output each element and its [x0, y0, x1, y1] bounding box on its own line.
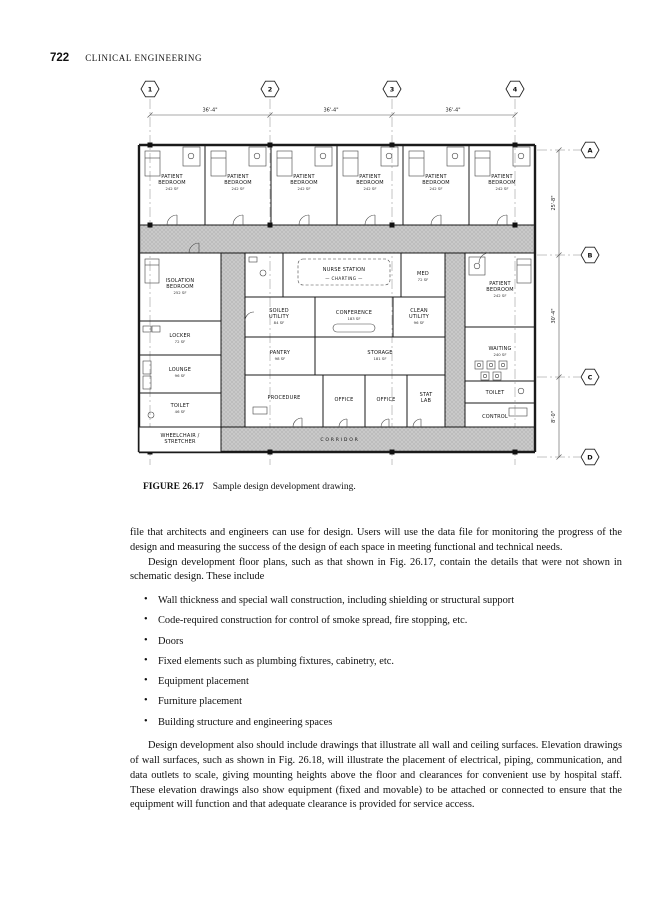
- room-area: 242 SF: [165, 186, 179, 191]
- room-area: 242 SF: [297, 186, 311, 191]
- dim-label: 36'-4": [202, 107, 218, 114]
- room-label: BEDROOM: [290, 180, 318, 186]
- room-label: PATIENT: [227, 174, 249, 180]
- room-area: 252 SF: [173, 290, 187, 295]
- room-label: OFFICE: [334, 397, 354, 403]
- figure-label: FIGURE 26.17: [143, 482, 204, 492]
- pantry: [270, 350, 291, 361]
- page-number: 722: [50, 52, 70, 64]
- room-label: PATIENT: [359, 174, 381, 180]
- storage: [367, 350, 392, 361]
- grid-bubble-label: 1: [147, 85, 153, 94]
- patient-bedroom-right: [469, 253, 531, 298]
- room-area: 183 SF: [347, 316, 361, 321]
- running-head: CLINICAL ENGINEERING: [85, 53, 203, 63]
- grid-bubble-label: D: [587, 453, 593, 462]
- paragraph-3: Design development also should include drawings that illustrate all wall and ceiling surfaces. Elevation drawings of wall surfaces, such as shown in Fig. 26.18, will illustrate the placement of electrical, piping, communication, and data outlets to scale, giving mounting heights above the floor and clearances for convenient use by hospital staff. These elevation drawings also show equipment (fixed and movable) to be attached or connected to ensure that the equipment will function and that adequate clearance is provided for service access.: [130, 740, 622, 811]
- room-label: STRETCHER: [164, 439, 196, 445]
- room-label: PATIENT: [491, 174, 513, 180]
- bullet-item: • Doors: [130, 635, 622, 650]
- paragraph-2: Design development floor plans, such as that shown in Fig. 26.17, contain the details that were not shown in schematic design. These include: [130, 556, 622, 583]
- patient-bedroom: [145, 147, 200, 225]
- room-label: TOILET: [485, 390, 505, 396]
- patient-bedroom: [475, 147, 530, 225]
- body-text: [130, 526, 622, 813]
- bullet-item: • Building structure and engineering spaces: [130, 716, 622, 731]
- room-label: STORAGE: [367, 350, 393, 356]
- room-label: TOILET: [170, 403, 190, 409]
- med-room: [417, 271, 429, 282]
- building-walls: [139, 143, 535, 455]
- room-area: 46 SF: [174, 409, 186, 414]
- room-label: BEDROOM: [158, 180, 186, 186]
- room-label: BEDROOM: [486, 287, 514, 293]
- dim-label: 8'-0": [551, 411, 557, 423]
- toilet-room-right: [485, 388, 524, 396]
- office-room-1: [334, 397, 353, 427]
- dim-label: 30'-4": [551, 308, 557, 324]
- room-label: — CHARTING —: [325, 276, 363, 281]
- room-label: BEDROOM: [356, 180, 384, 186]
- waiting-room: [475, 346, 512, 380]
- room-label: MED: [417, 271, 429, 277]
- grid-bubble-label: 4: [512, 85, 518, 94]
- room-label: CONTROL: [482, 414, 508, 420]
- patient-bedroom: [343, 147, 398, 225]
- room-label: WHEELCHAIR /: [160, 433, 200, 439]
- bullet-item: • Wall thickness and special wall construction, including shielding or structural support: [130, 594, 622, 609]
- conference-room: [245, 310, 375, 332]
- figure-caption-text: Sample design development drawing.: [212, 482, 356, 492]
- dimension-right: [551, 148, 562, 460]
- procedure-room: [253, 395, 302, 427]
- bullet-item: • Furniture placement: [130, 695, 622, 710]
- room-label: CLEAN: [410, 308, 428, 314]
- room-label: ISOLATION: [165, 278, 195, 284]
- right-wing-rooms: [469, 253, 531, 420]
- room-label: PATIENT: [293, 174, 315, 180]
- bullet-item: • Equipment placement: [130, 675, 622, 690]
- office-room-2: [376, 397, 395, 427]
- toilet-room-left: [148, 403, 190, 418]
- paragraph-1: file that architects and engineers can use for design. Users will use the data file for monitoring the progress of the design and measuring the success of the design of each space in meeting functional and technical needs.: [130, 527, 622, 553]
- room-area: 242 SF: [429, 186, 443, 191]
- room-label: WAITING: [488, 346, 512, 352]
- grid-bubble-label: C: [587, 373, 593, 382]
- room-label: CORRIDOR: [320, 438, 360, 443]
- bullet-item: • Fixed elements such as plumbing fixtures, cabinetry, etc.: [130, 655, 622, 670]
- grid-bubble-label: 3: [389, 85, 395, 94]
- room-label: PROCEDURE: [267, 395, 301, 401]
- soiled-utility: [269, 308, 290, 325]
- wheelchair-stretcher-alcove: [139, 427, 221, 452]
- clean-utility: [409, 308, 430, 325]
- dim-label: 25'-8": [551, 195, 557, 211]
- patient-bedroom: [409, 147, 464, 225]
- grid-bubbles-top: [141, 81, 524, 97]
- corridor-shading: [139, 225, 535, 452]
- room-area: 84 SF: [273, 320, 285, 325]
- dim-label: 36'-4": [445, 107, 461, 114]
- room-area: 242 SF: [493, 293, 507, 298]
- room-label: PATIENT: [161, 174, 183, 180]
- room-area: 242 SF: [363, 186, 377, 191]
- room-label: PATIENT: [489, 281, 511, 287]
- room-label: CONFERENCE: [335, 310, 373, 316]
- page-header: [50, 48, 202, 66]
- grid-bubble-label: A: [587, 146, 593, 155]
- room-label: NURSE STATION: [322, 267, 366, 273]
- bullet-item: • Code-required construction for control of smoke spread, fire stopping, etc.: [130, 614, 622, 629]
- room-area: 181 SF: [373, 356, 387, 361]
- nurse-station: [298, 259, 390, 285]
- room-area: 242 SF: [495, 186, 509, 191]
- grid-bubble-label: 2: [267, 85, 273, 94]
- room-label: BEDROOM: [224, 180, 252, 186]
- room-area: 96 SF: [413, 320, 425, 325]
- patient-bedroom: [211, 147, 266, 225]
- room-label: BEDROOM: [422, 180, 450, 186]
- room-area: 240 SF: [493, 352, 507, 357]
- room-label: PANTRY: [269, 350, 291, 356]
- core-toilet: [249, 257, 266, 276]
- grid-bubble-label: B: [587, 251, 593, 260]
- bullet-list: [130, 594, 622, 730]
- core-rooms: [245, 257, 433, 427]
- stat-lab: [413, 392, 433, 427]
- room-area: 98 SF: [274, 356, 286, 361]
- room-label: LOCKER: [169, 333, 191, 339]
- room-label: BEDROOM: [488, 180, 516, 186]
- room-label: UTILITY: [269, 314, 289, 320]
- room-label: SOILED: [269, 308, 289, 314]
- room-label: STAT: [419, 392, 433, 398]
- patient-bedroom: [277, 147, 332, 225]
- grid-bubbles-right: [581, 142, 599, 465]
- room-area: 96 SF: [174, 373, 186, 378]
- control-room: [482, 408, 527, 420]
- room-area: 72 SF: [174, 339, 186, 344]
- room-area: 72 SF: [417, 277, 429, 282]
- dimension-top: [148, 108, 518, 118]
- room-label: LAB: [420, 398, 432, 404]
- dim-label: 36'-4": [323, 107, 339, 114]
- room-label: BEDROOM: [166, 284, 194, 290]
- room-label: UTILITY: [409, 314, 429, 320]
- corridor-labels: [320, 437, 359, 443]
- room-label: PATIENT: [425, 174, 447, 180]
- floor-plan-drawing: [93, 75, 618, 473]
- figure-26-17: [93, 75, 623, 492]
- room-label: OFFICE: [376, 397, 396, 403]
- room-label: LOUNGE: [168, 367, 192, 373]
- figure-caption: [143, 482, 623, 492]
- left-wing-rooms: [139, 243, 221, 452]
- room-area: 242 SF: [231, 186, 245, 191]
